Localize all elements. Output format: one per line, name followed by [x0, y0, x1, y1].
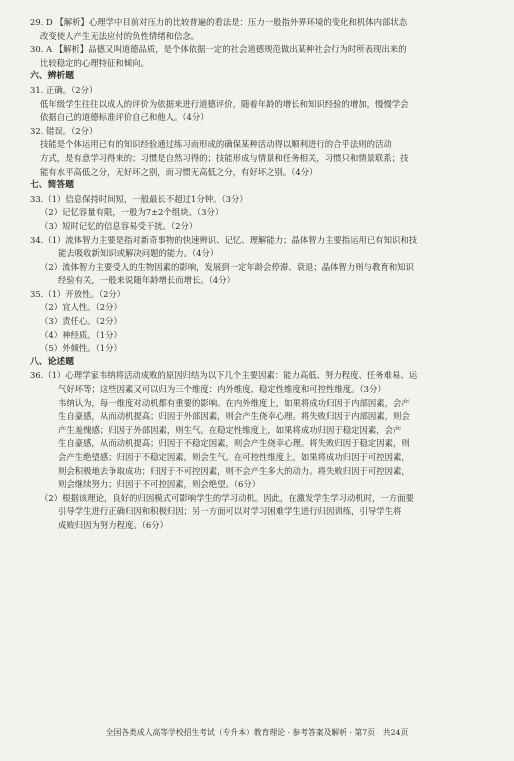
text-line: 比较稳定的心理特征和倾向。: [40, 57, 149, 68]
text-line: 气好坏等；这些因素又可以归为三个维度：内外维度、稳定性维度和可控性维度。（3分）: [58, 384, 386, 395]
text-line: 技能是个体运用已有的知识经验通过练习而形成的确保某种活动得以顺利进行的合乎法则的活动: [40, 139, 392, 150]
text-line: 会产生绝望感；归因于不稳定因素，则会生气。在可控性维度上，如果将成功归因于可控因素，: [58, 452, 410, 462]
text-line: 30. A 【解析】品德又叫道德品质，是个体依据一定的社会道德规范做出某种社会行为时所表现出来的: [30, 44, 407, 55]
text-line: 则会继续努力；归因于不可控因素，则会绝望。（6分）: [58, 479, 261, 490]
text-line: 改变使人产生无法应付的负性情绪和信念。: [40, 30, 200, 41]
text-line: （4）神经质。（1分）: [40, 329, 122, 340]
text-line: 韦纳认为，每一维度对动机都有重要的影响。在内外维度上，如果将成功归因于内部因素，会产: [58, 397, 410, 408]
text-line: 生自豪感，从而动机提高；归因于外部因素，则会产生侥幸心理。将失败归因于内部因素，则会: [58, 411, 410, 422]
text-line: 则会积极地去争取成功；归因于不可控因素，则不会产生多大的动力。将失败归因于可控因素，: [58, 465, 410, 476]
page-footer: 全国各类成人高等学校招生考试（专升本）教育理论 · 参考答案及解析 · 第7页 共24页: [105, 728, 409, 737]
text-line: （2）记忆容量有限，一般为7±2个组块。（3分）: [40, 207, 224, 218]
text-line: 能有水平高低之分，无好坏之别，而习惯无高低之分，有好坏之别。（4分）: [40, 166, 318, 177]
text-line: 32. 错误。（2分）: [30, 125, 98, 136]
text-line: 31. 正确。（2分）: [30, 84, 98, 95]
text-line: （2）宜人性。（2分）: [40, 302, 122, 313]
section-heading: 七、简答题: [30, 180, 74, 191]
text-line: 低年级学生往往以成人的评价为依据来进行道德评价，随着年龄的增长和知识经验的增加，慢慢学会: [40, 98, 409, 109]
text-line: 能去吸收新知识或解决问题的能力。（4分）: [58, 248, 219, 259]
text-line: 36.（1）心理学家韦纳将活动成败的原因归结为以下几个主要因素：能力高低、努力程度、任务难易、运: [30, 370, 418, 381]
text-line: （2）流体智力主要受人的生物因素的影响，发展到一定年龄会停滞、衰退；晶体智力则与教育和知识: [40, 261, 414, 272]
text-line: 引导学生进行正确归因和积极归因；另一方面可以对学习困难学生进行归因训练，引导学生将: [58, 506, 402, 517]
text-line: 方式，是有意学习得来的；习惯是自然习得的；技能形成与情景和任务相关，习惯只和情景联系；技: [40, 152, 409, 163]
text-line: （5）外倾性。（1分）: [40, 343, 122, 354]
text-line: 生自豪感，从而动机提高；归因于不稳定因素，则会产生侥幸心理。将失败归因于稳定因素，则: [58, 438, 410, 449]
text-line: 29. D 【解析】心理学中目前对压力的比较普遍的看法是：压力一般指外界环境的变化和机体内部状态: [30, 17, 408, 27]
text-line: 成败归因为努力程度。（6分）: [58, 519, 169, 530]
text-line: 34.（1）流体智力主要是指对新奇事物的快速辨识、记忆、理解能力；晶体智力主要指运用已有知识和技: [30, 234, 418, 245]
text-line: 35.（1）开放性。（2分）: [30, 288, 126, 299]
answer-content: [30, 16, 494, 533]
text-line: 33.（1）信息保持时间短，一般最长不超过1分钟。（3分）: [30, 193, 248, 204]
text-line: 依据自己的道德标准评价自己和他人。（4分）: [40, 112, 209, 123]
text-line: 产生羞愧感；归因于外部因素，则生气。在稳定性维度上，如果将成功归因于稳定因素，会产: [58, 424, 402, 435]
text-line: （2）根据该理论，良好的归因模式可影响学生的学习动机。因此，在激发学生学习动机时，一方面要: [40, 492, 414, 503]
text-line: 经验有关，一般来说随年龄增长而增长。（4分）: [58, 275, 236, 286]
section-heading: 六、辨析题: [30, 71, 74, 82]
text-line: （3）短时记忆的信息容易受干扰。（2分）: [40, 220, 198, 231]
section-heading: 八、论述题: [30, 356, 74, 367]
text-line: （3）责任心。（2分）: [40, 316, 122, 327]
